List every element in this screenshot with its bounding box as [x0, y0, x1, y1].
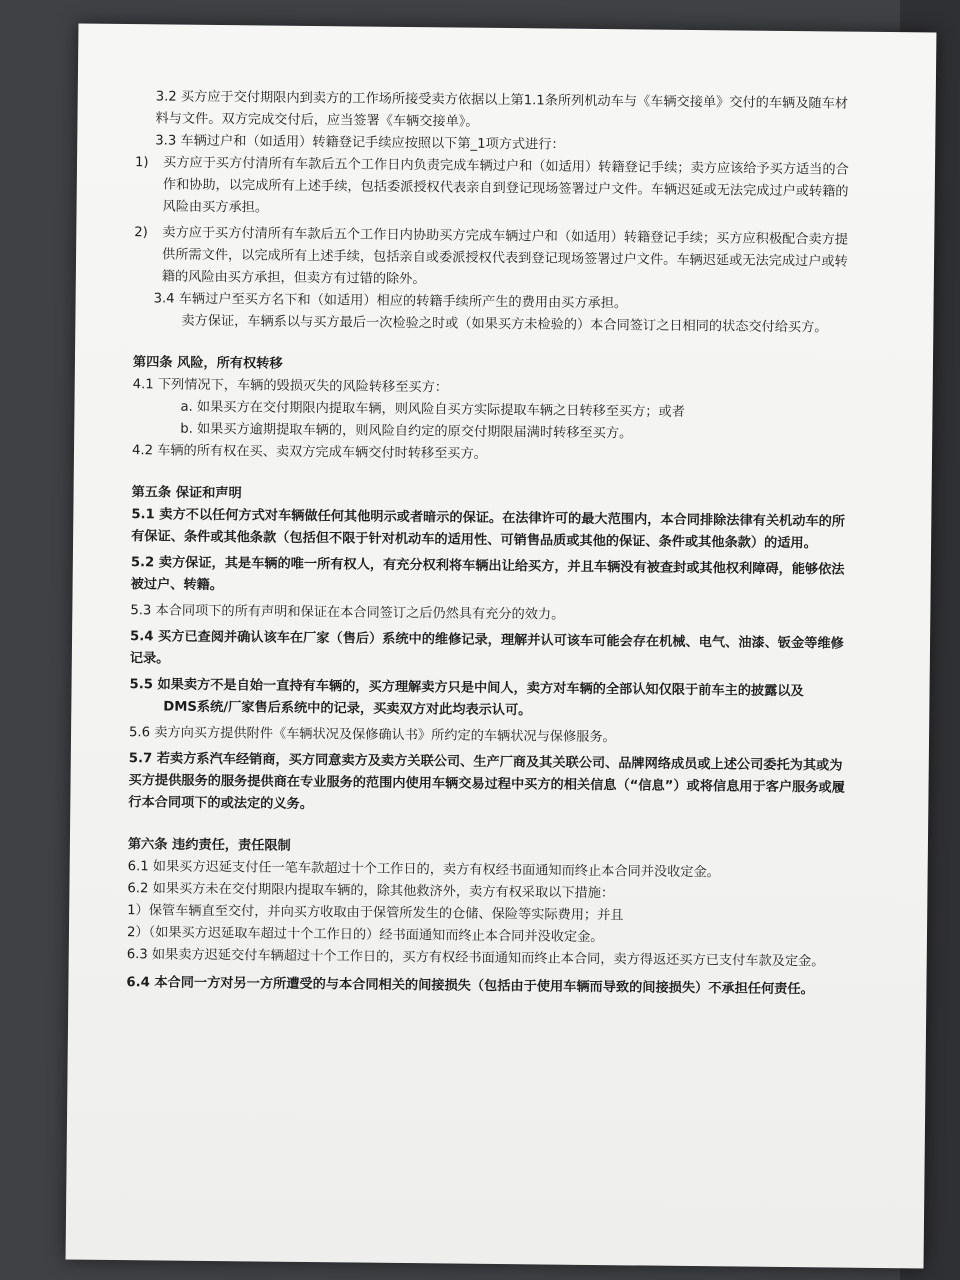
- clause-4-1: 4.1 下列情况下，车辆的毁损灭失的风险转移至买方：: [132, 377, 449, 396]
- item-number: 1): [134, 155, 149, 171]
- clause-4-2: 4.2 车辆的所有权在买、卖双方完成车辆交付时转移至买方。: [131, 443, 487, 462]
- clause-3-2: 3.2 买方应于交付期限内到卖方的工作场所接受卖方依据以上第1.1条所列机动车与《车辆交接单》交付的车辆及随车材料与文件。双方完成交付后，应当签署《车辆交接单》。: [155, 89, 849, 130]
- clause-5-3: 5.3 本合同项下的所有声明和保证在本合同签订之后仍然具有充分的效力。: [130, 603, 565, 623]
- clause-5-7: 5.7 若卖方系汽车经销商，买方同意卖方及卖方关联公司、生产厂商及其关联公司、品牌网络成员或上述公司委托为其或为买方提供服务的服务提供商在专业服务的范围内使用车辆交易过程中买方的相关信息（“信息”）或将信息用于客户服务或履行本合同项下的或法定的义务。: [128, 751, 845, 813]
- clause-3-3-item-1: [134, 152, 855, 226]
- item-text: 买方应于买方付清所有车款后五个工作日内负责完成车辆过户和（如适用）转籍登记手续；卖方应该给予买方适当的合作和协助，以完成所有上述手续，包括委派授权代表亲自到登记现场签署过户文件。车辆迟延或无法完成过户或转籍的风险由买方承担。: [162, 155, 849, 216]
- article-6-title: 第六条 违约责任，责任限制: [127, 837, 291, 854]
- clause-6-1: 6.1 如果买方迟延支付任一笔车款超过十个工作日的，卖方有权经书面通知而终止本合同并没收定金。: [127, 859, 720, 881]
- clause-3-4: 3.4 车辆过户至买方名下和（如适用）相应的转籍手续所产生的费用由买方承担。: [153, 291, 628, 312]
- item-text: 卖方应于买方付清所有车款后五个工作日内协助买方完成车辆过户和（如适用）转籍登记手续；买方应积极配合卖方提供所需文件，以完成所有上述手续，包括亲自或委派授权代表到登记现场签署过户文件。车辆迟延或无法完成过户或转籍的风险由买方承担，但卖方有过错的除外。: [161, 225, 849, 288]
- clause-6-2: 6.2 如果买方未在交付期限内提取车辆的，除其他救济外，卖方有权采取以下措施：: [127, 881, 615, 902]
- contract-page: [66, 24, 937, 1269]
- article-4-title: 第四条 风险，所有权转移: [132, 355, 283, 372]
- clause-6-2-item-2: 2）（如果买方迟延取车超过十个工作日的）经书面通知而终止本合同并没收定金。: [126, 925, 604, 946]
- clause-5-4: 5.4 买方已查阅并确认该车在厂家（售后）系统中的维修记录，理解并认可该车可能会存在机械、电气、油漆、钣金等维修记录。: [129, 629, 844, 667]
- clause-6-4: 6.4 本合同一方对另一方所遭受的与本合同相关的间接损失（包括由于使用车辆而导致的间接损失）不承担任何责任。: [126, 975, 814, 998]
- clause-5-6: 5.6 卖方向买方提供附件《车辆状况及保修确认书》所约定的车辆状况与保修服务。: [128, 725, 616, 746]
- clause-5-5-line-1: 5.5 如果卖方不是自始一直持有车辆的，买方理解卖方只是中间人，卖方对车辆的全部认知仅限于前车主的披露以及: [129, 677, 804, 700]
- clause-4-1-a: a. 如果买方在交付期限内提取车辆，则风险自买方实际提取车辆之日转移至买方；或者: [180, 399, 685, 420]
- clause-5-5-line-2: DMS系统/厂家售后系统中的记录，买卖双方对此均表示认可。: [163, 699, 532, 719]
- clause-3-4-guarantee: 卖方保证，车辆系以与买方最后一次检验之时或（如果买方未检验的）本合同签订之日相同的状态交付给买方。: [181, 313, 828, 336]
- item-number: 2): [134, 225, 148, 241]
- clause-5-2: 5.2 卖方保证，其是车辆的唯一所有权人，有充分权利将车辆出让给买方，并且车辆没有被查封或其他权利障碍，能够依法被过户、转籍。: [130, 555, 845, 594]
- article-5-title: 第五条 保证和声明: [131, 485, 242, 502]
- clause-3-3-item-2: [134, 222, 855, 296]
- clause-3-3: 3.3 车辆过户和（如适用）转籍登记手续应按照以下第_1项方式进行：: [155, 133, 565, 153]
- clause-4-1-b: b. 如果买方逾期提取车辆的，则风险自约定的原交付期限届满时转移至买方。: [180, 421, 633, 442]
- clause-5-1: 5.1 卖方不以任何方式对车辆做任何其他明示或者暗示的保证。在法律许可的最大范围内，本合同排除法律有关机动车的所有保证、条件或其他条款（包括但不限于针对机动车的适用性、可销售品质或其他的保证、条件或其他条款）的适用。: [131, 507, 846, 552]
- clause-6-3: 6.3 如果卖方迟延交付车辆超过十个工作日的，买方有权经书面通知而终止本合同，卖方得返还买方已支付车款及定金。: [126, 947, 825, 970]
- contract-text: [126, 86, 855, 1001]
- clause-6-2-item-1: 1）保管车辆直至交付，并向买方收取由于保管所发生的仓储、保险等实际费用；并且: [127, 903, 624, 924]
